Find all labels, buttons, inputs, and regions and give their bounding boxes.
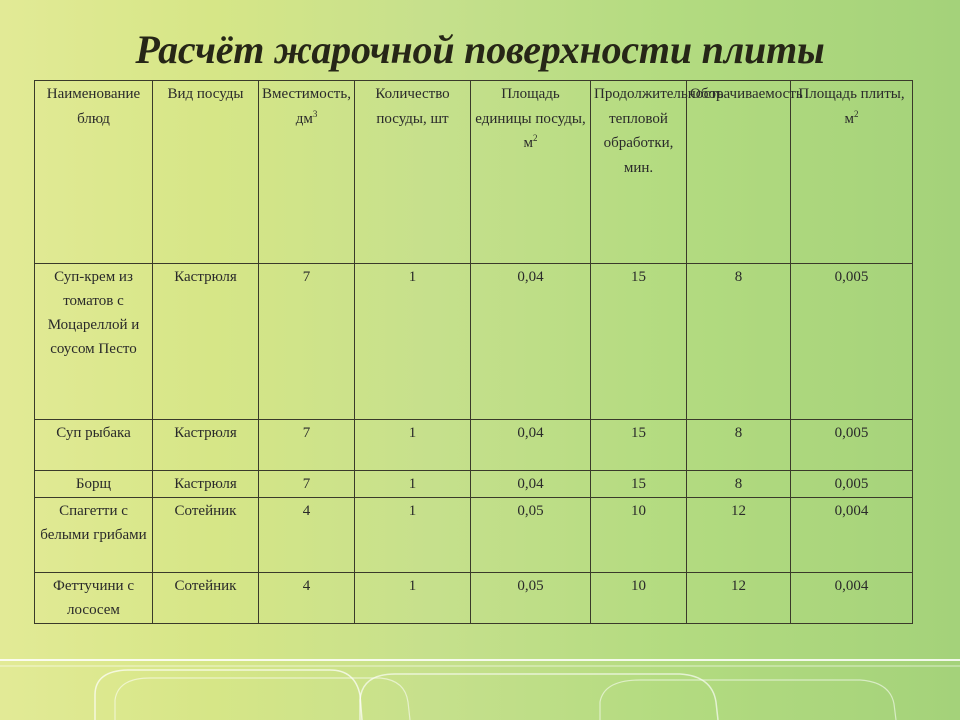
header-turnover: Оборачиваемость — [687, 81, 791, 264]
cell-stove-area: 0,004 — [791, 498, 913, 573]
cell-quantity: 1 — [355, 573, 471, 624]
table-row — [35, 264, 913, 420]
cell-turnover: 8 — [687, 264, 791, 420]
table-row — [35, 498, 913, 573]
header-capacity: Вместимость, $дм^3$ — [259, 81, 355, 264]
cell-capacity: 7 — [259, 471, 355, 498]
cell-dish: Суп рыбака — [35, 420, 153, 471]
cell-cookware: Сотейник — [153, 498, 259, 573]
header-row — [35, 81, 913, 264]
cell-cookware: Кастрюля — [153, 471, 259, 498]
table-row — [35, 420, 913, 471]
cell-dish: Феттучини с лососем — [35, 573, 153, 624]
cell-quantity: 1 — [355, 420, 471, 471]
cell-stove-area: 0,005 — [791, 420, 913, 471]
cell-unit-area: 0,04 — [471, 420, 591, 471]
cell-quantity: 1 — [355, 498, 471, 573]
decorative-lines — [0, 640, 960, 720]
page-title: Расчёт жарочной поверхности плиты — [135, 27, 825, 72]
stove-calculation-table — [34, 80, 913, 624]
cell-stove-area: 0,005 — [791, 471, 913, 498]
cell-quantity: 1 — [355, 264, 471, 420]
cell-dish: Суп-крем из томатов с Моцареллой и соусом Песто — [35, 264, 153, 420]
cell-dish: Спагетти с белыми грибами — [35, 498, 153, 573]
cell-turnover: 8 — [687, 471, 791, 498]
table-row — [35, 573, 913, 624]
cell-turnover: 8 — [687, 420, 791, 471]
cell-capacity: 4 — [259, 498, 355, 573]
cell-stove-area: 0,005 — [791, 264, 913, 420]
cell-cookware: Кастрюля — [153, 420, 259, 471]
cell-duration: 15 — [591, 420, 687, 471]
cell-unit-area: 0,04 — [471, 471, 591, 498]
cell-duration: 10 — [591, 498, 687, 573]
cell-turnover: 12 — [687, 573, 791, 624]
cell-stove-area: 0,004 — [791, 573, 913, 624]
header-dish-name: Наименование блюд — [35, 81, 153, 264]
cell-unit-area: 0,04 — [471, 264, 591, 420]
cell-capacity: 7 — [259, 420, 355, 471]
cell-duration: 15 — [591, 471, 687, 498]
cell-unit-area: 0,05 — [471, 498, 591, 573]
table-row — [35, 471, 913, 498]
cell-cookware: Кастрюля — [153, 264, 259, 420]
cell-duration: 15 — [591, 264, 687, 420]
header-duration: Продолжительность тепловой обработки, мин. — [591, 81, 687, 264]
cell-turnover: 12 — [687, 498, 791, 573]
header-stove-area: Площадь плиты, $м^2$ — [791, 81, 913, 264]
header-cookware-type: Вид посуды — [153, 81, 259, 264]
cell-duration: 10 — [591, 573, 687, 624]
cell-dish: Борщ — [35, 471, 153, 498]
cell-capacity: 7 — [259, 264, 355, 420]
header-unit-area: Площадь единицы посуды, $м^2$ — [471, 81, 591, 264]
cell-capacity: 4 — [259, 573, 355, 624]
cell-unit-area: 0,05 — [471, 573, 591, 624]
header-quantity: Количество посуды, шт — [355, 81, 471, 264]
cell-quantity: 1 — [355, 471, 471, 498]
cell-cookware: Сотейник — [153, 573, 259, 624]
